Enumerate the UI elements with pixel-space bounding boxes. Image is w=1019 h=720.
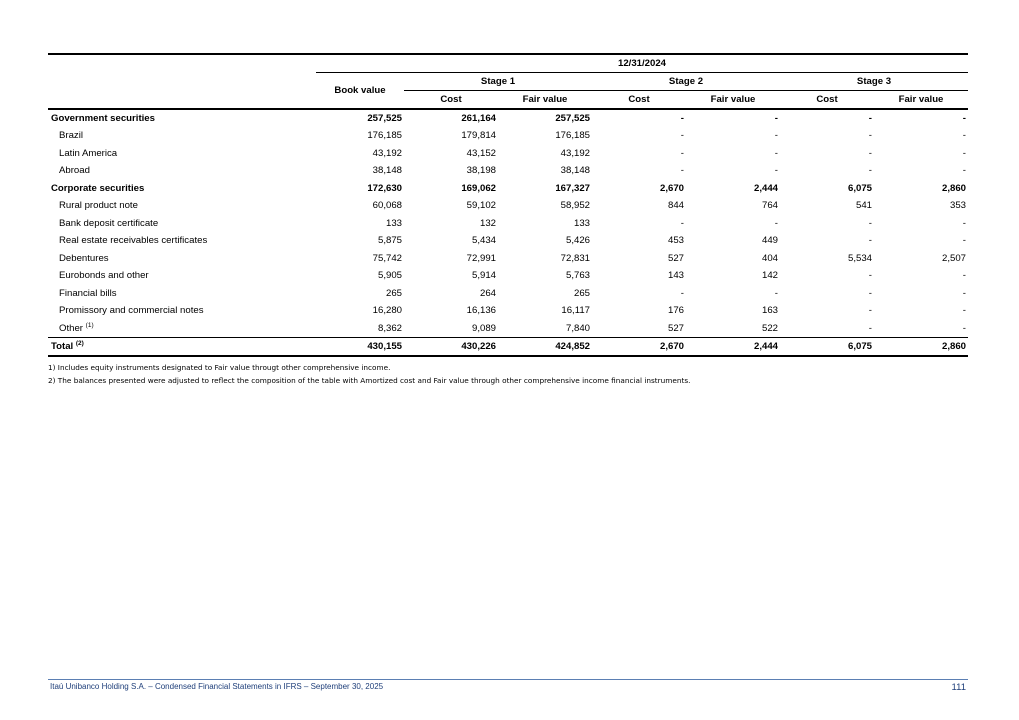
table-row: [48, 109, 968, 127]
cell-stage3-cost: 5,534: [847, 252, 872, 264]
cell-stage2-fair-value: -: [774, 217, 778, 229]
cell-stage3-cost: -: [868, 270, 872, 282]
cell-stage3-fair-value: -: [962, 147, 966, 159]
cell-stage1-cost: 38,198: [466, 165, 496, 177]
stage-2-cost-header: Cost: [592, 91, 686, 110]
stage-1-cost-header: Cost: [404, 91, 498, 110]
cell-stage3-cost: -: [868, 322, 872, 334]
cell-stage2-cost: -: [680, 113, 684, 124]
table-row: [48, 127, 968, 145]
cell-book-value: 16,280: [372, 305, 402, 317]
row-label: Rural product note: [59, 200, 138, 212]
header-blank: [48, 55, 316, 73]
cell-stage1-fair-value: 72,831: [560, 252, 590, 264]
footnote-marker: (2): [75, 339, 84, 347]
table-row: [48, 232, 968, 250]
row-label: Brazil: [59, 130, 83, 142]
row-label: Promissory and commercial notes: [59, 305, 204, 317]
cell-stage3-fair-value: -: [962, 270, 966, 282]
row-label: Real estate receivables certificates: [59, 235, 208, 247]
table-row: [48, 180, 968, 198]
table-row: [48, 302, 968, 320]
total-label-cell: [48, 337, 316, 356]
cell-stage2-cost: 143: [667, 270, 684, 282]
cell-stage1-cost: 9,089: [471, 322, 496, 334]
stage-3-fair-value-header: Fair value: [874, 91, 968, 110]
cell-stage1-fair-value: 5,426: [565, 235, 590, 247]
table-row: [48, 267, 968, 285]
total-row: [48, 337, 968, 356]
cell-stage1-fair-value: 257,525: [555, 113, 590, 124]
cell-book-value: 257,525: [367, 113, 402, 124]
securities-table: [48, 53, 968, 357]
cell-book-value: 5,875: [377, 235, 402, 247]
cell-stage2-cost: 453: [667, 235, 684, 247]
row-label-other: [48, 320, 316, 338]
cell-stage1-fair-value: 58,952: [560, 200, 590, 212]
cell-stage3-cost: -: [868, 305, 872, 317]
table-row: [48, 162, 968, 180]
cell-stage3-fair-value: -: [962, 305, 966, 317]
cell-stage3-cost: -: [868, 287, 872, 299]
row-label: Bank deposit certificate: [59, 217, 159, 229]
total-label: Total: [51, 340, 74, 352]
total-stage1-cost: 430,226: [404, 337, 498, 356]
cell-book-value: 38,148: [372, 165, 402, 177]
row-label: Other: [59, 322, 83, 334]
cell-stage2-fair-value: -: [774, 147, 778, 159]
page-number: 111: [951, 682, 966, 693]
cell-stage2-cost: -: [680, 130, 684, 142]
cell-stage2-fair-value: 404: [761, 252, 778, 264]
cell-stage3-cost: -: [868, 235, 872, 247]
cell-stage1-fair-value: 167,327: [555, 182, 590, 194]
table-row: [48, 145, 968, 163]
table-row: [48, 250, 968, 268]
cell-stage1-cost: 5,914: [471, 270, 496, 282]
cell-stage3-fair-value: -: [962, 113, 966, 124]
row-label: Government securities: [51, 113, 155, 124]
cell-book-value: 5,905: [377, 270, 402, 282]
cell-stage2-cost: 2,670: [659, 182, 684, 194]
cell-stage1-fair-value: 5,763: [565, 270, 590, 282]
cell-stage3-cost: -: [868, 113, 872, 124]
cell-stage1-cost: 43,152: [466, 147, 496, 159]
total-stage2-fair-value: 2,444: [686, 337, 780, 356]
total-stage3-fair-value: 2,860: [874, 337, 968, 356]
cell-stage3-fair-value: -: [962, 130, 966, 142]
cell-book-value: 60,068: [372, 200, 402, 212]
cell-stage2-fair-value: 142: [761, 270, 778, 282]
cell-stage1-cost: 5,434: [471, 235, 496, 247]
cell-stage1-cost: 132: [479, 217, 496, 229]
header-blank: [48, 73, 316, 91]
cell-stage2-fair-value: -: [774, 287, 778, 299]
row-label: Corporate securities: [51, 182, 145, 194]
table-row: [48, 320, 968, 338]
cell-stage2-cost: -: [680, 147, 684, 159]
cell-stage2-cost: 527: [667, 252, 684, 264]
cell-book-value: 133: [385, 217, 402, 229]
cell-book-value: 75,742: [372, 252, 402, 264]
table-row: [48, 215, 968, 233]
cell-stage2-fair-value: -: [774, 113, 778, 124]
cell-stage2-cost: 844: [667, 200, 684, 212]
cell-stage3-fair-value: -: [962, 235, 966, 247]
cell-stage1-cost: 179,814: [461, 130, 496, 142]
footnote-2: 2) The balances presented were adjusted to reflect the composition of the table with Amortized cost and Fair value through other comprehensive income financial instruments.: [48, 375, 691, 385]
cell-stage1-fair-value: 38,148: [560, 165, 590, 177]
cell-book-value: 43,192: [372, 147, 402, 159]
cell-stage3-fair-value: -: [962, 217, 966, 229]
page-footer: [48, 679, 968, 693]
stage-1-fair-value-header: Fair value: [498, 91, 592, 110]
total-stage3-cost: 6,075: [780, 337, 874, 356]
cell-stage2-fair-value: 2,444: [753, 182, 778, 194]
cell-stage2-cost: -: [680, 165, 684, 177]
cell-stage2-cost: -: [680, 217, 684, 229]
cell-stage3-cost: 6,075: [847, 182, 872, 194]
row-label: Financial bills: [59, 287, 117, 299]
cell-stage1-cost: 264: [479, 287, 496, 299]
cell-stage1-fair-value: 176,185: [555, 130, 590, 142]
cell-stage1-cost: 59,102: [466, 200, 496, 212]
cell-book-value: 265: [385, 287, 402, 299]
cell-stage3-fair-value: -: [962, 165, 966, 177]
stage-1-header: Stage 1: [404, 73, 592, 91]
footnotes: [48, 361, 968, 387]
cell-stage1-cost: 16,136: [466, 305, 496, 317]
total-stage1-fair-value: 424,852: [498, 337, 592, 356]
cell-stage3-cost: -: [868, 217, 872, 229]
cell-stage1-fair-value: 133: [573, 217, 590, 229]
cell-stage1-fair-value: 16,117: [561, 305, 590, 317]
cell-stage3-fair-value: 2,507: [941, 252, 966, 264]
stage-2-header: Stage 2: [592, 73, 780, 91]
cell-stage2-cost: 527: [667, 322, 684, 334]
row-label: Abroad: [59, 165, 90, 177]
cell-stage3-cost: 541: [855, 200, 872, 212]
stage-3-cost-header: Cost: [780, 91, 874, 110]
cell-stage3-fair-value: 353: [949, 200, 966, 212]
cell-stage2-fair-value: 449: [761, 235, 778, 247]
cell-stage1-fair-value: 7,840: [565, 322, 590, 334]
cell-stage1-cost: 72,991: [466, 252, 496, 264]
total-book-value: 430,155: [316, 337, 404, 356]
cell-book-value: 172,630: [367, 182, 402, 194]
cell-book-value: 176,185: [367, 130, 402, 142]
cell-stage2-fair-value: -: [774, 130, 778, 142]
cell-stage1-fair-value: 265: [573, 287, 590, 299]
cell-stage2-fair-value: 764: [761, 200, 778, 212]
cell-stage1-fair-value: 43,192: [560, 147, 590, 159]
cell-stage3-cost: -: [868, 147, 872, 159]
stage-2-fair-value-header: Fair value: [686, 91, 780, 110]
book-value-header: Book value: [316, 73, 404, 110]
cell-stage1-cost: 261,164: [461, 113, 496, 124]
cell-stage2-fair-value: 163: [761, 305, 778, 317]
row-label: Latin America: [59, 147, 118, 159]
cell-stage2-fair-value: -: [774, 165, 778, 177]
cell-stage3-cost: -: [868, 130, 872, 142]
header-blank: [48, 91, 316, 110]
cell-stage2-cost: -: [680, 287, 684, 299]
row-label: Debentures: [59, 252, 109, 264]
total-stage2-cost: 2,670: [592, 337, 686, 356]
cell-book-value: 8,362: [377, 322, 402, 334]
cell-stage3-fair-value: 2,860: [941, 182, 966, 194]
date-header: 12/31/2024: [316, 55, 968, 73]
cell-stage3-fair-value: -: [962, 322, 966, 334]
cell-stage1-cost: 169,062: [461, 182, 496, 194]
cell-stage3-fair-value: -: [962, 287, 966, 299]
footnote-marker: (1): [85, 321, 94, 329]
cell-stage2-fair-value: 522: [761, 322, 778, 334]
table-row: [48, 197, 968, 215]
table-row: [48, 285, 968, 303]
row-label: Eurobonds and other: [59, 270, 149, 282]
footer-document-title: Itaú Unibanco Holding S.A. – Condensed Financial Statements in IFRS – September 30, 2025: [50, 682, 384, 691]
cell-stage2-cost: 176: [667, 305, 684, 317]
securities-table-wrapper: [48, 53, 968, 387]
stage-3-header: Stage 3: [780, 73, 968, 91]
footnote-1: 1) Includes equity instruments designated to Fair value througt other comprehensive income.: [48, 362, 391, 372]
cell-stage3-cost: -: [868, 165, 872, 177]
